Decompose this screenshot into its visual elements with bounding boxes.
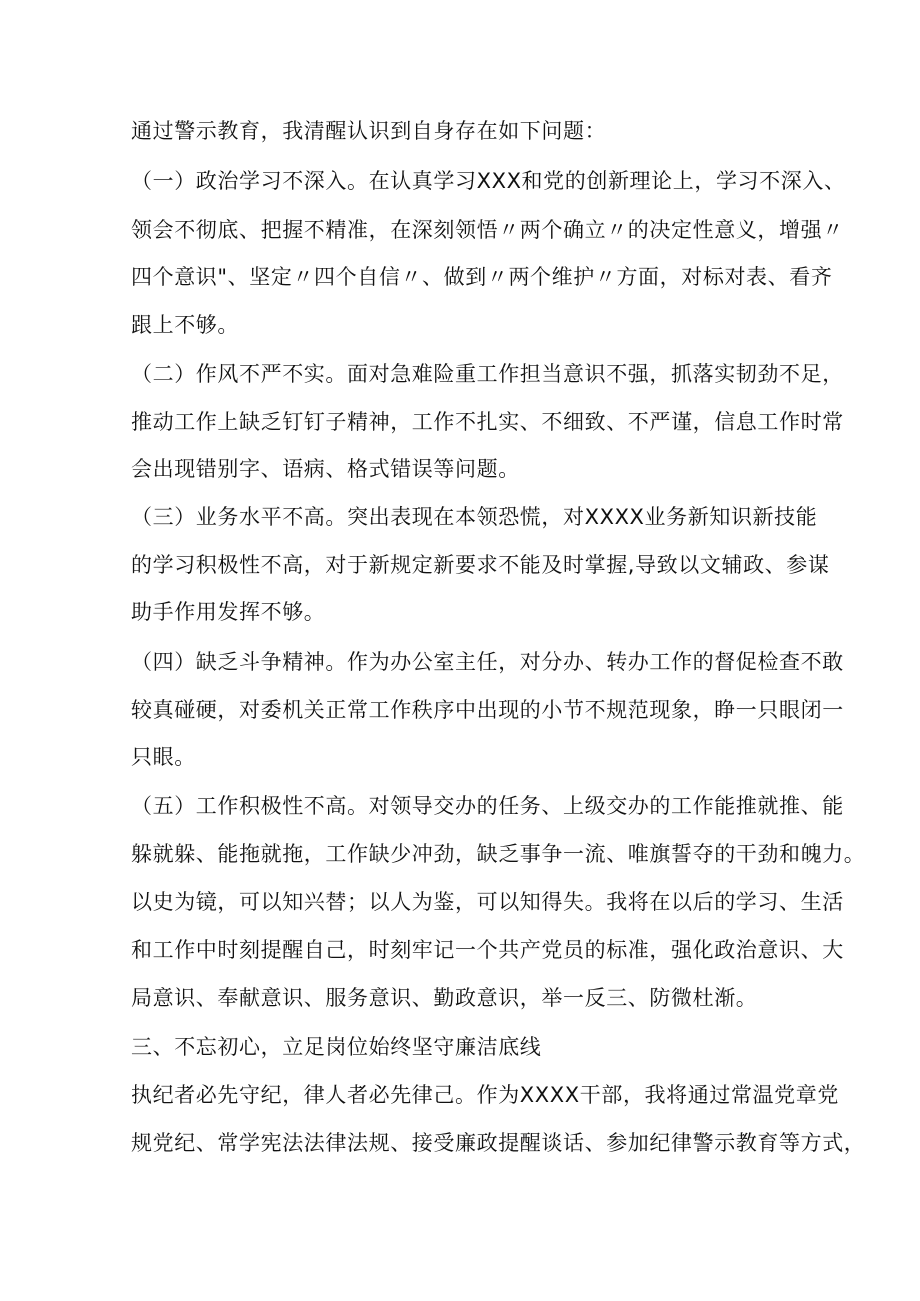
text-line: 跟上不够。 xyxy=(131,313,239,337)
text-line: 四个意识"、坚定〃四个自信〃、做到〃两个维护〃方面，对标对表、看齐 xyxy=(131,265,833,289)
text-line: 领会不彻底、把握不精准，在深刻领悟〃两个确立〃的决定性意义，增强〃 xyxy=(131,218,844,242)
text-line: 规党纪、常学宪法法律法规、接受廉政提醒谈话、参加纪律警示教育等方式， xyxy=(131,1131,866,1155)
text-line: （四）缺乏斗争精神。作为办公室主任，对分办、转办工作的督促检查不敢 xyxy=(131,650,844,674)
text-line: 助手作用发挥不够。 xyxy=(131,600,326,624)
text-line: 的学习积极性不高，对于新规定新要求不能及时掌握,导致以文辅政、参谋 xyxy=(131,553,830,577)
section-heading: 三、不忘初心，立足岗位始终坚守廉洁底线 xyxy=(131,1035,542,1059)
text-line: 推动工作上缺乏钉钉子精神，工作不扎实、不细致、不严谨，信息工作时常 xyxy=(131,410,844,434)
text-line: （五）工作积极性不高。对领导交办的任务、上级交办的工作能推就推、能 xyxy=(131,794,844,818)
text-line: 以史为镜，可以知兴替；以人为鉴，可以知得失。我将在以后的学习、生活 xyxy=(131,890,844,914)
text-line: 和工作中时刻提醒自己，时刻牢记一个共产党员的标准，强化政治意识、大 xyxy=(131,938,844,962)
text-line: 会出现错别字、语病、格式错误等问题。 xyxy=(131,457,520,481)
text-line: （三）业务水平不高。突出表现在本领恐慌，对XXXX业务新知识新技能 xyxy=(131,505,818,529)
text-line: 执纪者必先守纪，律人者必先律己。作为XXXX干部，我将通过常温党章党 xyxy=(131,1083,839,1107)
text-line: 躲就躲、能拖就拖，工作缺少冲劲，缺乏事争一流、唯旗誓夺的干劲和魄力。 xyxy=(131,842,866,866)
text-line: 局意识、奉献意识、服务意识、勤政意识，举一反三、防微杜渐。 xyxy=(131,986,758,1010)
text-line: （二）作风不严不实。面对急难险重工作担当意识不强，抓落实韧劲不足， xyxy=(131,362,844,386)
text-line: 只眼。 xyxy=(131,745,196,769)
text-line: （一）政治学习不深入。在认真学习XXX和党的创新理论上，学习不深入、 xyxy=(131,169,846,193)
text-line: 较真碰硬，对委机关正常工作秩序中出现的小节不规范现象，睁一只眼闭一 xyxy=(131,698,844,722)
text-line: 通过警示教育，我清醒认识到自身存在如下问题： xyxy=(131,119,607,143)
